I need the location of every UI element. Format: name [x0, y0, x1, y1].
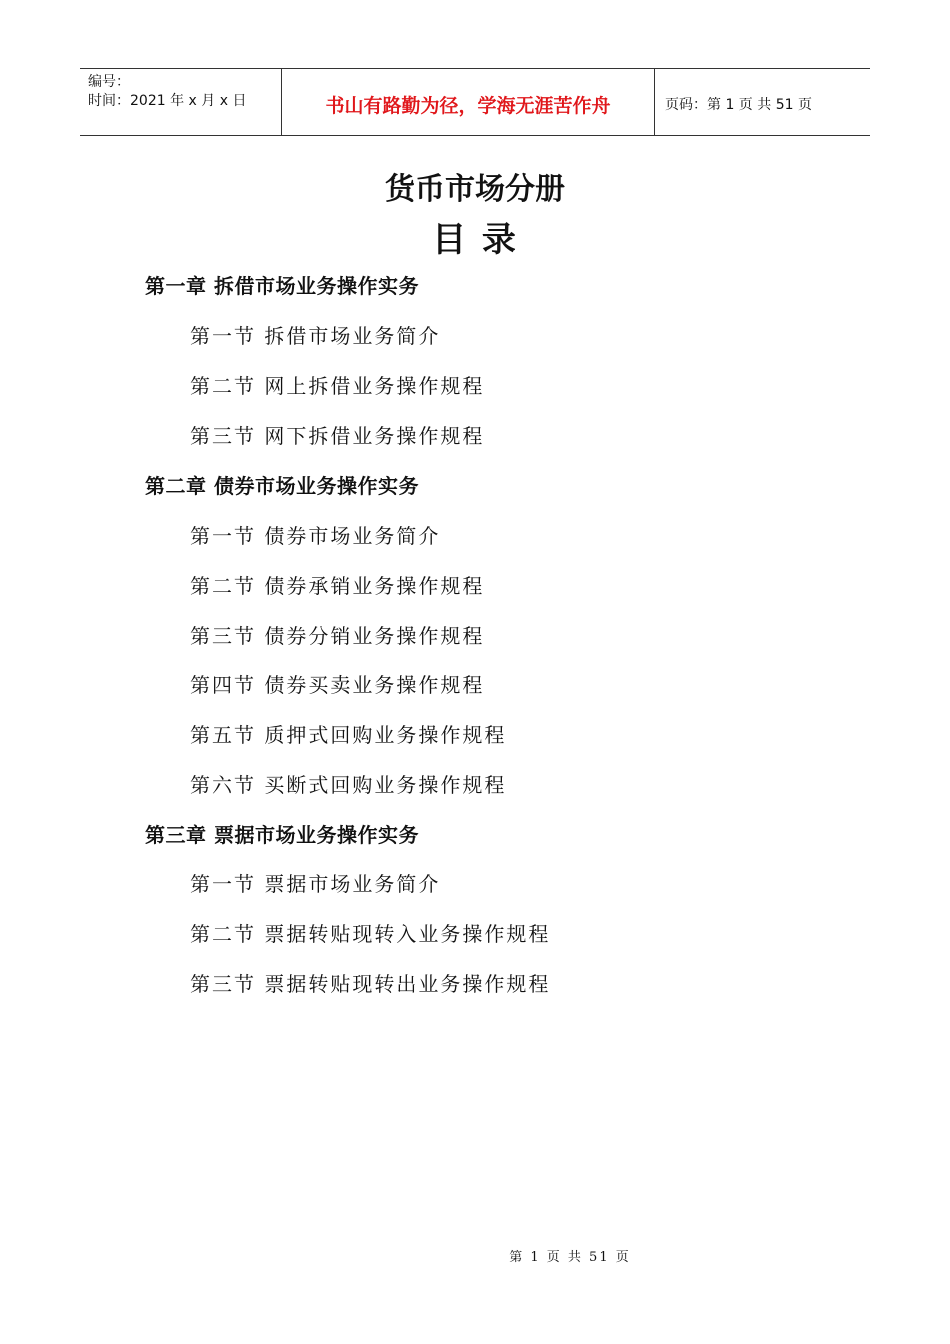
toc-section[interactable]: 第三节 票据转贴现转出业务操作规程	[190, 972, 551, 996]
header-page-code: 页码：第 1 页 共 51 页	[665, 97, 812, 113]
toc-section[interactable]: 第一节 票据市场业务简介	[190, 872, 441, 896]
toc-heading: 目 录	[432, 220, 518, 260]
header-motto: 书山有路勤为径，学海无涯苦作舟	[282, 69, 655, 135]
toc-chapter[interactable]: 第三章 票据市场业务操作实务	[145, 823, 419, 847]
toc-section[interactable]: 第一节 债券市场业务简介	[190, 524, 441, 548]
page-footer: 第 1 页 共 51 页	[509, 1250, 631, 1265]
toc-section[interactable]: 第三节 网下拆借业务操作规程	[190, 424, 485, 448]
toc-section[interactable]: 第六节 买断式回购业务操作规程	[190, 773, 507, 797]
page-header	[80, 68, 870, 136]
toc-section[interactable]: 第二节 债券承销业务操作规程	[190, 574, 485, 598]
document-title: 货币市场分册	[385, 172, 565, 207]
header-meta	[80, 69, 282, 135]
toc-chapter[interactable]: 第二章 债券市场业务操作实务	[145, 474, 419, 498]
toc-section[interactable]: 第二节 票据转贴现转入业务操作规程	[190, 922, 551, 946]
toc-section[interactable]: 第三节 债券分销业务操作规程	[190, 624, 485, 648]
toc-section[interactable]: 第四节 债券买卖业务操作规程	[190, 673, 485, 697]
toc-section[interactable]: 第二节 网上拆借业务操作规程	[190, 374, 485, 398]
toc-section[interactable]: 第一节 拆借市场业务简介	[190, 324, 441, 348]
toc-section[interactable]: 第五节 质押式回购业务操作规程	[190, 723, 507, 747]
doc-time-label: 时间：2021 年 x 月 x 日	[88, 93, 247, 109]
toc-chapter[interactable]: 第一章 拆借市场业务操作实务	[145, 274, 419, 298]
doc-number-label: 编号：	[88, 74, 130, 90]
